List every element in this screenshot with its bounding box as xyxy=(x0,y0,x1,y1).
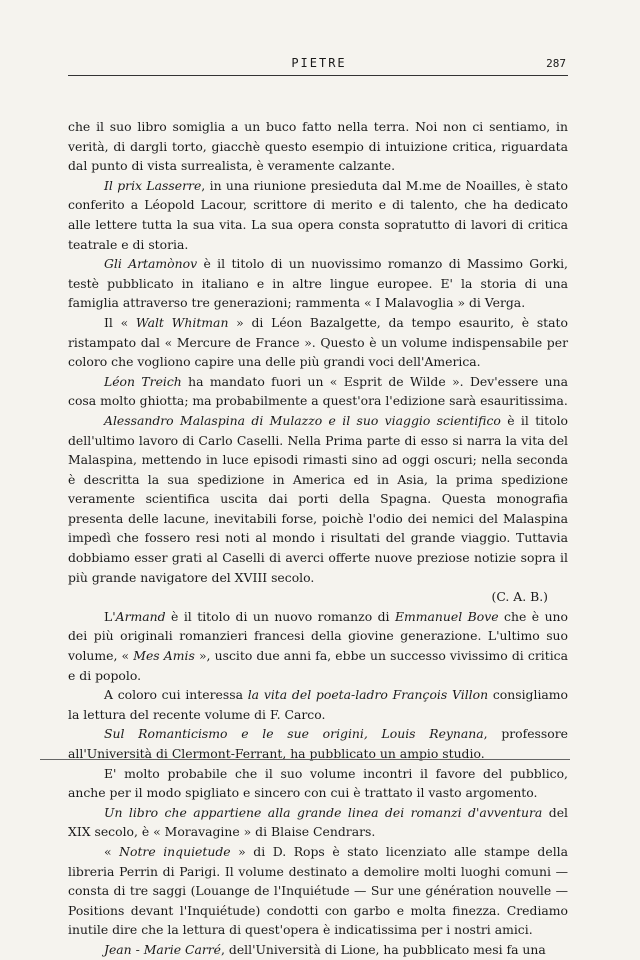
text-run: ha mandato fuori un « Esprit de Wilde ». Dev'essere una cosa molto ghiotta; ma probabilmente a quest'ora l'edizione sarà esauritissima. xyxy=(68,373,569,409)
italic-run: Gli Artamònov xyxy=(104,256,198,272)
paragraph xyxy=(68,313,568,372)
italic-run: Un libro che appartiene alla grande linea dei romanzi d'avventura xyxy=(104,804,543,820)
italic-run: Il prix Lasserre xyxy=(104,177,202,193)
text-run: che è uno dei più originali romanzieri francesi della giovine generazione. L'ultimo suo volume, « xyxy=(68,608,568,664)
text-run: (C. A. B.) xyxy=(491,589,548,605)
italic-run: Alessandro Malaspina di Mulazzo e il suo viaggio scientifico xyxy=(104,412,501,428)
italic-run: Jean - Marie Carré xyxy=(104,941,222,957)
italic-run: Armand xyxy=(115,608,166,624)
paragraph xyxy=(68,685,568,724)
strike-line xyxy=(40,759,570,760)
italic-run: Mes Amis xyxy=(133,648,195,664)
paragraph xyxy=(68,176,568,254)
text-run: A coloro cui interessa xyxy=(104,687,248,703)
paragraph xyxy=(68,803,568,842)
text-run: è il titolo di un nuovissimo romanzo di Massimo Gorki, testè pubblicato in italiano e in altre lingue europee. E' la storia di una famiglia attraverso tre generazioni; rammenta « I Malavoglia » di Verga. xyxy=(68,256,568,311)
header-rule xyxy=(68,75,568,76)
paragraph xyxy=(68,254,568,313)
paragraph xyxy=(68,607,568,685)
paragraph xyxy=(68,842,568,940)
running-header xyxy=(70,56,568,76)
italic-run: Emmanuel Bove xyxy=(395,608,499,624)
text-run: è il titolo dell'ultimo lavoro di Carlo Caselli. Nella Prima parte di esso si narra la vita del Malaspina, mettendo in luce episodi rimasti sino ad oggi oscuri; nella seconda è descritta la sua spedizione in America ed in Asia, la prima spedizione veramente scientifica uscita dai porti della Spagna. Questa monografia presenta delle lacune, inevitabili forse, poichè l'odio dei nemici del Malaspina impedì che fossero resi noti al mondo i risultati del grande viaggio. Tuttavia dobbiamo esser grati al Caselli di averci offerte nuove preziose notizie sopra il più grande navigatore del XVIII secolo. xyxy=(68,412,568,585)
text-run: » di Léon Bazalgette, da tempo esaurito, è stato ristampato dal « Mercure de France ». Questo è un volume indispensabile per coloro che vogliono capire una delle più grandi voci dell'America. xyxy=(68,314,568,370)
paragraph xyxy=(68,724,568,763)
text-run: che il suo libro somiglia a un buco fatto nella terra. Noi non ci sentiamo, in verità, di dargli torto, giacchè questo esempio di intuizione critica, riguardata dal punto di vista surrealista, è veramente calzante. xyxy=(68,119,568,174)
text-run: del XIX secolo, è « Moravagine » di Blaise Cendrars. xyxy=(68,804,568,840)
paragraph xyxy=(68,411,568,587)
paragraph xyxy=(68,764,568,803)
text-run: E' molto probabile che il suo volume incontri il favore del pubblico, anche per il modo spigliato e sincero con cui è trattato il vasto argomento. xyxy=(68,765,568,801)
body-text xyxy=(68,117,568,960)
paragraph xyxy=(68,117,568,176)
italic-run: Walt Whitman xyxy=(135,314,229,330)
text-run: « xyxy=(104,843,120,859)
text-run: , professore all'Università di Clermont-Ferrant, ha pubblicato un ampio studio. xyxy=(68,726,568,761)
text-run: consigliamo la lettura del recente volume di F. Carco. xyxy=(68,687,568,722)
italic-run: Léon Treich xyxy=(104,373,182,389)
signature xyxy=(68,587,568,607)
paragraph xyxy=(68,372,568,411)
italic-run: Sul Romanticismo e le sue origini, Louis Reynana xyxy=(104,726,484,742)
text-run: , in una riunione presieduta dal M.me de Noailles, è stato conferito a Léopold Lacour, scrittore di merito e di talento, che ha dedicato alle lettere tutta la sua vita. La sua opera consta sopratutto di lavori di critica teatrale e di storia. xyxy=(68,177,568,252)
text-run: » di D. Rops è stato licenziato alle stampe della libreria Perrin di Parigi. Il volume destinato a demolire molti luoghi comuni — consta di tre saggi (Louange de l'Inquiétude — Sur une génération nouvelle — Positions devant l'Inquiétude) condotti con garbo e molta finezza. Crediamo inutile dire che la lettura di quest'opera è indicatissima per i nostri amici. xyxy=(68,843,569,938)
italic-run: Notre inquietude xyxy=(119,843,231,859)
text-run: », uscito due anni fa, ebbe un successo vivissimo di critica e di popolo. xyxy=(68,648,569,683)
text-run: , dell'Università di Lione, ha pubblicato mesi fa una xyxy=(221,941,546,957)
text-run: è il titolo di un nuovo romanzo di xyxy=(165,608,395,624)
text-run: L' xyxy=(104,608,116,624)
running-title: PIETRE xyxy=(291,56,347,70)
page-number: 287 xyxy=(546,57,566,70)
text-run: Il « xyxy=(104,314,136,330)
italic-run: la vita del poeta-ladro François Villon xyxy=(247,687,489,703)
